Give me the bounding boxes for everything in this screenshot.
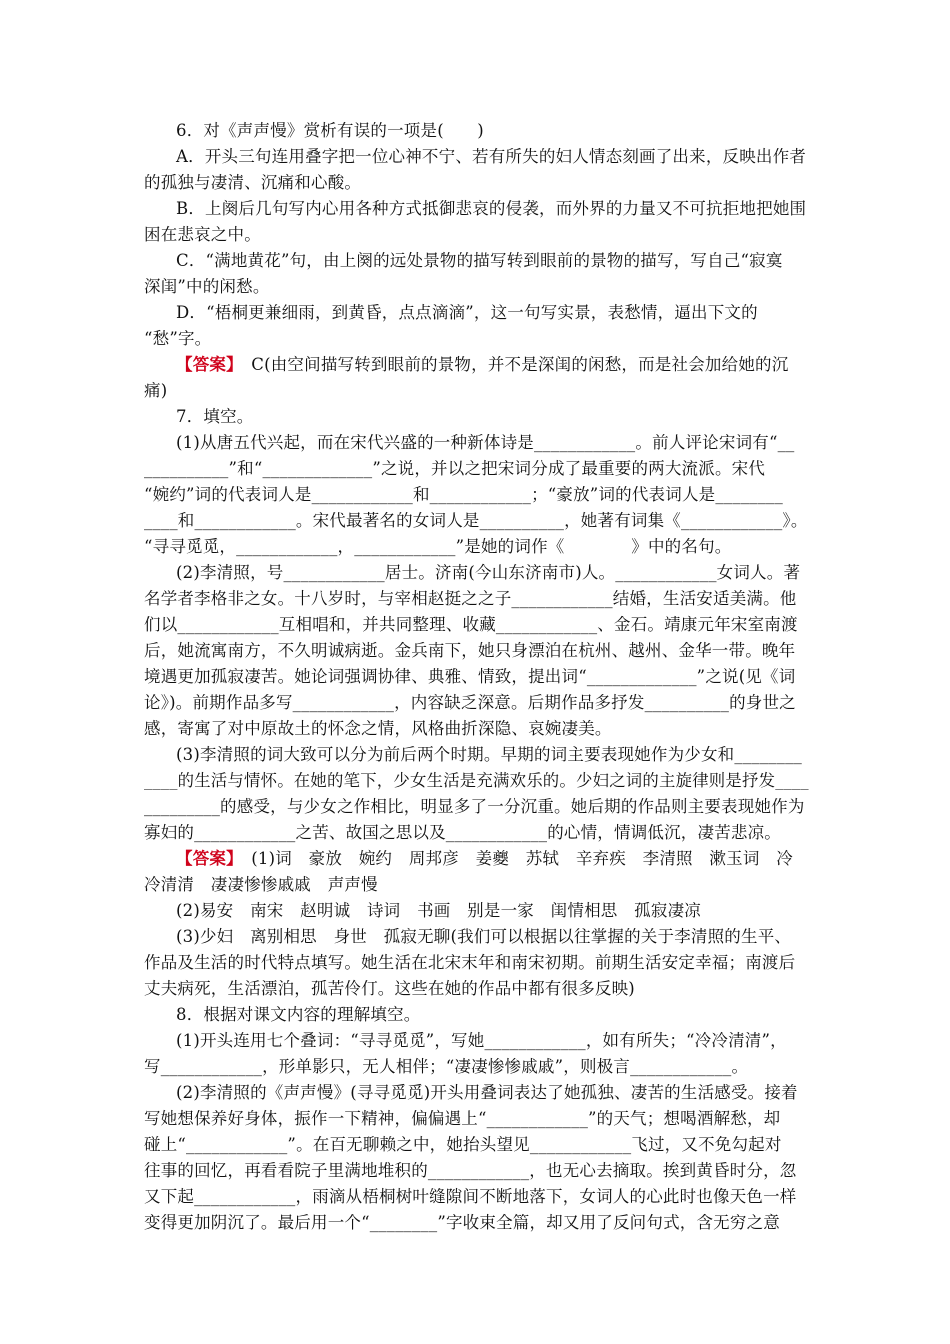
q6-option-d-cont: “愁”字。 [144, 329, 212, 348]
q7-part3-cont: ____的生活与情怀。在她的笔下，少女生活是充满欢乐的。少妇之词的主旋律则是抒发____ [144, 771, 809, 790]
q8-part2-cont: 变得更加阴沉了。最后用一个“________”字收束全篇，却又用了反问句式，含无穷之意 [144, 1213, 780, 1232]
q6-option-b: B．上阕后几句写内心用各种方式抵御悲哀的侵袭，而外界的力量又不可抗拒地把她围 [176, 199, 807, 218]
q7-part2-cont: 后，她流寓南方，不久明诚病逝。金兵南下，她只身漂泊在杭州、越州、金华一带。晚年 [144, 641, 796, 660]
answer-tag: 【答案】 [176, 355, 235, 374]
q7-part1: (1)从唐五代兴起，而在宋代兴盛的一种新体诗是____________。前人评论宋词有“__ [176, 433, 795, 452]
q8-part2-cont: 写她想保养好身体，振作一下精神，偏偏遇上“____________”的天气；想喝酒解愁，却 [144, 1109, 781, 1128]
q7-part1-cont: “婉约”词的代表词人是____________和____________；“豪放”词的代表词人是________ [144, 485, 783, 504]
q7-answer-cont: 冷清清 凄凄惨惨戚戚 声声慢 [144, 875, 378, 894]
q6-answer-cont: 痛) [144, 381, 168, 400]
q7-part2-cont: 论》)。前期作品多写____________，内容缺乏深意。后期作品多抒发__________的身世之 [144, 693, 796, 712]
q7-part2-cont: 境遇更加孤寂凄苦。她论词强调协律、典雅、情致，提出词“_____________”之说(见《词 [144, 667, 796, 686]
q6-stem: 6．对《声声慢》赏析有误的一项是( ) [176, 121, 484, 140]
q6-option-b-cont: 困在悲哀之中。 [144, 225, 261, 244]
q7-part3-cont: 寡妇的____________之苦、故国之思以及____________的心情，情调低沉，凄苦悲凉。 [144, 823, 781, 842]
q7-answer-part3-cont: 丈夫病死，生活漂泊，孤苦伶仃。这些在她的作品中都有很多反映) [144, 979, 635, 998]
q6-option-a: A．开头三句连用叠字把一位心神不宁、若有所失的妇人情态刻画了出来，反映出作者 [176, 147, 807, 166]
q7-part2-cont: 感，寄寓了对中原故土的怀念之情，风格曲折深隐、哀婉凄美。 [144, 719, 612, 738]
q7-answer [176, 848, 809, 870]
q8-part2-cont: 碰上“____________”。在百无聊赖之中，她抬头望见____________飞过，又不免勾起对 [144, 1135, 782, 1154]
q6-option-d: D．“梧桐更兼细雨，到黄昏，点点滴滴”，这一句写实景，表愁情，逼出下文的 [176, 303, 758, 322]
q6-option-a-cont: 的孤独与凄清、沉痛和心酸。 [144, 173, 362, 192]
q6-option-c-cont: 深闺”中的闲愁。 [144, 277, 270, 296]
q8-part1-cont: 写____________，形单影只，无人相伴；“凄凄惨惨戚戚”，则极言____________。 [144, 1057, 749, 1076]
q7-part3-cont: _________的感受，与少女之作相比，明显多了一分沉重。她后期的作品则主要表现她作为 [144, 797, 805, 816]
q7-answer-part2: (2)易安 南宋 赵明诚 诗词 书画 别是一家 闺情相思 孤寂凄凉 [176, 901, 701, 920]
q8-stem: 8．根据对课文内容的理解填空。 [176, 1005, 421, 1024]
q6-answer [176, 354, 809, 376]
q7-part2: (2)李清照，号____________居士。济南(今山东济南市)人。____________女词人。著 [176, 563, 801, 582]
q7-part1-cont: __________”和“_____________”之说，并以之把宋词分成了最重要的两大流派。宋代 [144, 459, 766, 478]
q8-part2-cont: 又下起____________，雨滴从梧桐树叶缝隙间不断地落下，女词人的心此时也像天色一样 [144, 1187, 797, 1206]
q8-part2-cont: 往事的回忆，再看看院子里满地堆积的____________，也无心去摘取。挨到黄昏时分，忽 [144, 1161, 797, 1180]
answer-tag: 【答案】 [176, 849, 235, 868]
q7-stem: 7．填空。 [176, 407, 254, 426]
q8-part1: (1)开头连用七个叠词：“寻寻觅觅”，写她____________，如有所失；“冷冷清清”， [176, 1031, 787, 1050]
q7-answer-part3: (3)少妇 离别相思 身世 孤寂无聊(我们可以根据以往掌握的关于李清照的生平、 [176, 927, 792, 946]
q8-part2: (2)李清照的《声声慢》(寻寻觅觅)开头用叠词表达了她孤独、凄苦的生活感受。接着 [176, 1083, 798, 1102]
q7-part3: (3)李清照的词大致可以分为前后两个时期。早期的词主要表现她作为少女和________ [176, 745, 802, 764]
q7-part2-cont: 们以____________互相唱和，并共同整理、收藏____________、金石。靖康元年宋室南渡 [144, 615, 798, 634]
q7-part1-cont: ____和____________。宋代最著名的女词人是__________，她著有词集《____________》。 [144, 511, 808, 530]
q7-answer-part3-cont: 作品及生活的时代特点填写。她生活在北宋末年和南宋初期。前期生活安定幸福；南渡后 [144, 953, 796, 972]
q6-option-c: C．“满地黄花”句，由上阕的远处景物的描写转到眼前的景物的描写，写自己“寂寞 [176, 251, 783, 270]
q7-answer-text: (1)词 豪放 婉约 周邦彦 姜夔 苏轼 辛弃疾 李清照 漱玉词 冷 [234, 849, 793, 868]
q7-part2-cont: 名学者李格非之女。十八岁时，与宰相赵挺之之子____________结婚，生活安适美满。他 [144, 589, 797, 608]
q6-answer-text: C(由空间描写转到眼前的景物，并不是深闺的闲愁，而是社会加给她的沉 [234, 355, 789, 374]
q7-part1-cont: “寻寻觅觅，____________，____________”是她的词作《 》中的名句。 [144, 537, 732, 556]
